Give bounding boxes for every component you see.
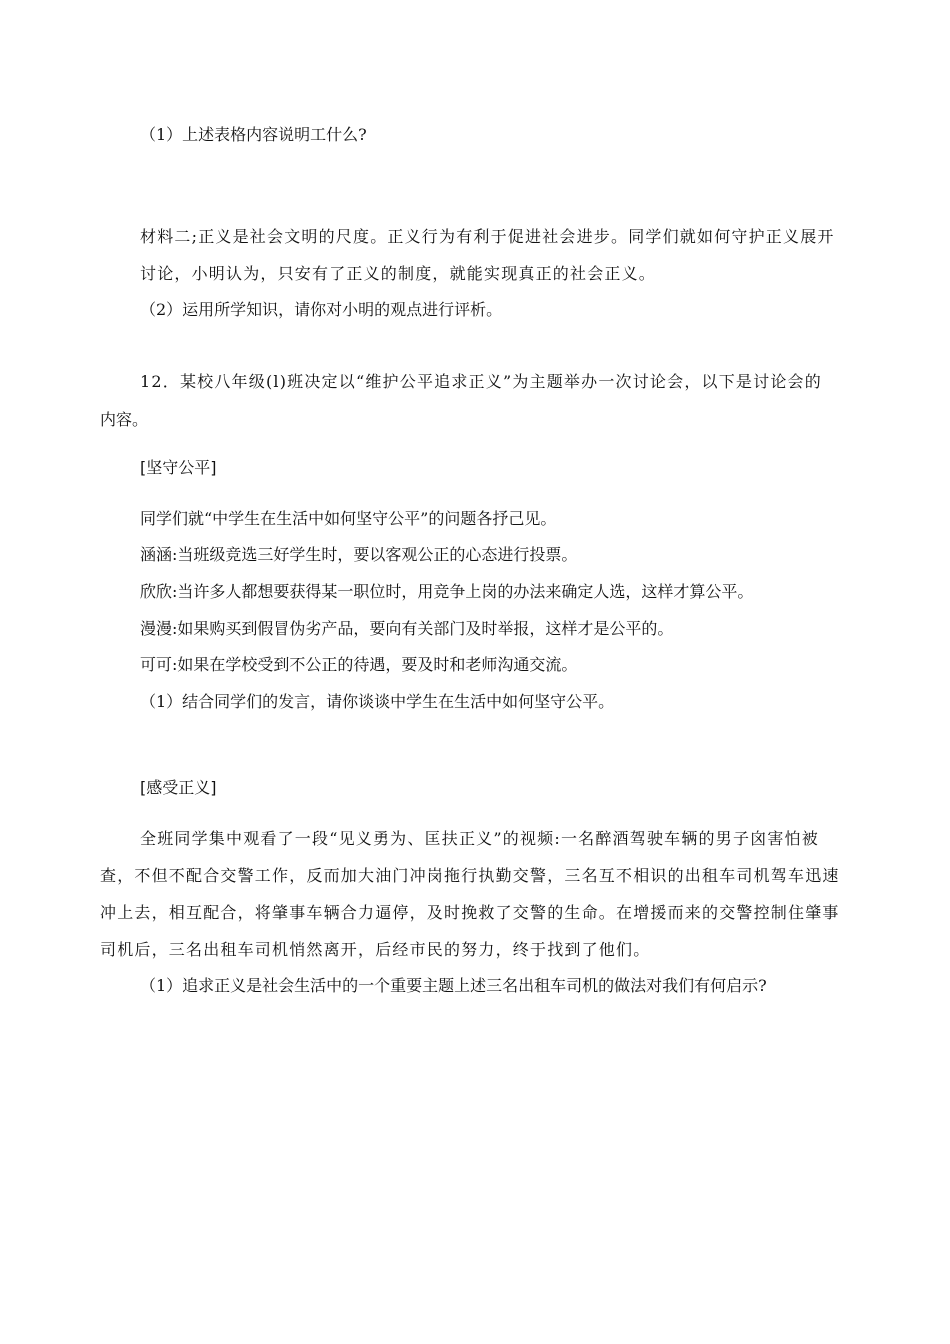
justice-paragraph-line-3: 冲上去，相互配合，将肇事车辆合力逼停，及时挽救了交警的生命。在增援而来的交警控制住肇事 — [100, 903, 840, 922]
material-2-line-2: 讨论，小明认为，只安有了正义的制度，就能实现真正的社会正义。 — [140, 264, 657, 283]
fairness-speech-2: 欣欣:当许多人都想要获得某一职位时，用竞争上岗的办法来确定人选，这样才算公平。 — [140, 582, 754, 601]
question-12-line-2: 内容。 — [100, 410, 149, 429]
justice-paragraph-line-2: 查，不但不配合交警工作，反而加大油门冲岗拖行执勤交警，三名互不相识的出租车司机驾车迅速 — [100, 866, 840, 885]
part-a-question-1: （1）上述表格内容说明工什么? — [140, 125, 367, 144]
material-2-line-1: 材料二;正义是社会文明的尺度。正义行为有利于促进社会进步。同学们就如何守护正义展开 — [140, 227, 835, 246]
fairness-speech-4: 可可:如果在学校受到不公正的待遇，要及时和老师沟通交流。 — [140, 655, 578, 674]
fairness-intro: 同学们就“中学生在生活中如何坚守公平”的问题各抒己见。 — [140, 509, 557, 528]
justice-paragraph-line-1: 全班同学集中观看了一段“见义勇为、匡扶正义”的视频:一名醉酒驾驶车辆的男子囟害怕被 — [140, 829, 819, 848]
question-12-line-1: 12．某校八年级(l)班决定以“维护公平追求正义”为主题举办一次讨论会，以下是讨论会的 — [140, 372, 822, 391]
part-a-question-2: （2）运用所学知识，请你对小明的观点进行评析。 — [140, 300, 503, 319]
section-heading-justice: [感受正义] — [140, 778, 217, 797]
fairness-speech-1: 涵涵:当班级竞选三好学生时，要以客观公正的心态进行投票。 — [140, 545, 578, 564]
justice-question-1: （1）追求正义是社会生活中的一个重要主题上述三名出租车司机的做法对我们有何启示? — [140, 976, 767, 995]
fairness-speech-3: 漫漫:如果购买到假冒伪劣产品，要向有关部门及时举报，这样才是公平的。 — [140, 619, 674, 638]
fairness-question-1: （1）结合同学们的发言，请你谈谈中学生在生活中如何坚守公平。 — [140, 692, 615, 711]
section-heading-fairness: [坚守公平] — [140, 458, 217, 477]
justice-paragraph-line-4: 司机后，三名出租车司机悄然离开，后经市民的努力，终于找到了他们。 — [100, 940, 651, 959]
